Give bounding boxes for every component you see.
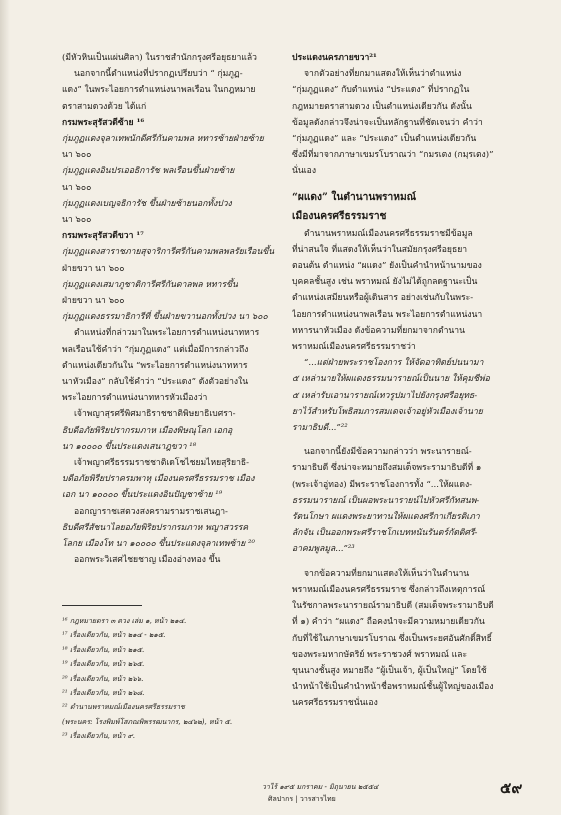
right-text-line: ของพระมหากษัตริย์ พระราชวงศ์ พราหมณ์ และ [292, 649, 468, 660]
right-text-line: กฎหมายตราสามดวง เป็นตำแหน่งเดียวกัน ดังนั้น [292, 101, 472, 112]
right-column [292, 50, 502, 712]
right-text-line: ในรัชกาลพระนารายณ์รามาธิบดี (สมเด็จพระรามาธิบดี [292, 601, 494, 612]
left-text-line: นา ๖๐๐ [62, 182, 92, 193]
page-number: ๕๙ [500, 779, 523, 797]
footnote: (พระนคร: โรงพิมพ์โสภณพิพรรฒนากร, ๒๔๖๒), หน้า ๕. [62, 717, 233, 726]
right-text-line: (พระเจ้าอู่ทอง) มีพระราชโองการทั้ง “...ให้ผแดง- [292, 479, 473, 490]
right-text-line: ธรรมนารายณ์ เป็นผอพระนารายน์ไปหัวศรีกัทสนพ- [292, 495, 480, 506]
right-text-line: พราหมณ์เมืองนครศรีธรรมราช ซึ่งกล่าวถึงเหตุการณ์ [292, 584, 486, 595]
right-text-line: ยาไว้สำหรับโพธิสมภารสมเดจเจ้าอยู่หัวเมืองเจ้านาย [292, 406, 483, 417]
left-text-line: แดง” ในพระไอยการตำแหน่งนาพลเรือน ในกฎหมาย [62, 85, 256, 96]
right-text-line: นั่นเอง [292, 166, 317, 177]
footnote: ²¹ เรื่องเดียวกัน, หน้า ๒๖๘. [62, 689, 145, 698]
left-text-line: เอก นา ๑๐๐๐๐ ขึ้นประแดงอินปัญชาซ้าย ¹⁹ [62, 490, 223, 501]
left-text-line: ธิบดีศรีสัชนาไลยอภัยพิริยปรากรมภาห พญาสวรรค [62, 522, 249, 533]
right-text-line: รามาธิบดี...”²² [292, 423, 348, 434]
left-text-line: นา ๑๐๐๐๐ ขึ้นประแดงเสนาฎขวา ¹⁸ [62, 441, 197, 452]
section-heading: เมืองนครศรีธรรมราช [292, 209, 387, 222]
right-text-line: จากข้อความที่ยกมาแสดงให้เห็นว่าในตำนาน [304, 568, 470, 579]
right-text-line: “...แต่ฝ่ายพระราชโองการ ให้จัดอาทิตย์ปนนามา [304, 358, 484, 369]
footnote: ²⁰ เรื่องเดียวกัน, หน้า ๒๖๖. [62, 674, 144, 683]
left-text-line: ตราสามดวงด้วย ได้แก่ [62, 101, 147, 112]
left-text-line: ออกพระวิเสศไชยชาญ เมืองอ่างทอง ขึ้น [74, 555, 221, 566]
left-column [62, 50, 280, 569]
right-text-line: ที่ ๑) คำว่า “ผแดง” ถือคงนำจะมีความหมายเดียวกัน [292, 617, 485, 628]
left-text-line: นาหัวเมือง” กลับใช้คำว่า “ประแดง” ดังตัวอย่างใน [62, 377, 249, 388]
right-text-line: รามาธิบดี ซึ่งน่าจะหมายถึงสมเด็จพระรามาธิบดีที่ ๑ [292, 463, 482, 474]
right-text-line: ซึ่งมีที่มาจากภาษาเขมรโบราณว่า “กมรเตง (กมฺรเตง)” [292, 150, 494, 161]
right-text-line: รัตนโกษา ผแดงพระยาทานให้ผแดงศรีกาเกียรติเภา [292, 512, 480, 523]
footnote: ¹⁸ เรื่องเดียวกัน, หน้า ๒๑๕. [62, 645, 145, 654]
left-text-line: ฝ่ายขวา นา ๖๐๐ [62, 263, 125, 274]
right-text-line: นำหน้าใช้เป็นคำนำหน้าชื่อพราหมณ์ชั้นผู้ใหญ่ของเมือง [292, 682, 494, 693]
right-text-line: บุคคลชั้นสูง เช่น พราหมณ์ ยังไม่ได้ถูกลดฐานะเป็น [292, 277, 478, 288]
right-text-line: จากตัวอย่างที่ยกมาแสดงให้เห็นว่าตำแหน่ง [304, 69, 462, 80]
paragraph-gap [292, 558, 502, 566]
page-footer [0, 779, 561, 812]
left-text-line: เจ้าพญาสุรศรีพิศมาธิราชชาติพิษยาธิเบศรา- [74, 409, 236, 420]
footnote-divider [62, 605, 142, 606]
footnotes [62, 614, 280, 744]
right-text-line: นครศรีธรรมราชนั่นเอง [292, 698, 378, 709]
left-text-line: ตำแหน่งเดียวกันใน “พระไอยการตำแหน่งนาทหาร [62, 360, 248, 371]
right-text-line: ทหารนาหัวเมือง ดังข้อความที่ยกมาจากตำนาน [292, 325, 465, 336]
right-text-line: ๕ เหล่านายให้ผแดงธรรมนารายณ์เป็นนาย ให้คุมชีพ่อ [292, 374, 490, 385]
left-text-line: นอกจากนี้ตำแหน่งที่ปรากฏเปรียบว่า “ กุ่มภูฏ- [74, 69, 243, 80]
issue-info: วาไร้ ๑๙๕ มกราคม - มิถุนายน ๒๕๕๔ [262, 783, 379, 791]
right-text-line: ๕ เหล่ารับเอานารายณ์เทวรูปมาไปยังกรุงศรีอยุทธ- [292, 390, 478, 401]
left-text-line: กุ่มภูฏแดงจุลาเทพนักดีศรีกันคามพล หทารซ้ายฝ่ายซ้าย [62, 134, 264, 145]
left-text-line: กุ่มภูฏแดงเสมาภูชาติการีศรีกันดาลพล หทารขึ้น [62, 279, 238, 290]
left-text-line: กุ่มภูฏแดงเบญจธิการัช ขึ้นฝ่ายซ้ายนอกทั้งปวง [62, 198, 232, 209]
right-text-line: ตำแหน่งเสมียนหรือผู้เดินสาร อย่างเช่นกับในพระ- [292, 293, 474, 304]
left-text-line: พลเรือนใช้คำว่า “กุ่มภูฏแดง” แต่เมื่อมีการกล่าวถึง [62, 344, 249, 355]
left-text-line: ธิบดีอภัยพิริยปรากรมภาห เมืองพิษณุโลก เอกอุ [62, 425, 233, 436]
footnote: ¹⁹ เรื่องเดียวกัน, หน้า ๒๖๕. [62, 660, 145, 669]
right-text-line: นอกจากนี้ยังมีข้อความกล่าวว่า พระนารายณ์- [304, 447, 472, 458]
right-text-line: อาคมพูลมูล...”²³ [292, 544, 355, 555]
left-text-line: ตำแหน่งที่กล่าวมาในพระไอยการตำแหน่งนาทหาร [74, 328, 260, 339]
left-text-line: (มีหัวหินเป็นแผ่นศิลา) ในราชสำนักกรุงศรีอยุธยาแล้ว [62, 53, 257, 63]
left-text-line: กุ่มภูฏแดงธรรมาธิการีที่ ขึ้นฝ่ายขวานอกทั้งปวง นา ๖๐๐ [62, 312, 268, 323]
publication-brand: ศิลปากร | วารสารไทย [268, 795, 336, 803]
left-text-line: นา ๖๐๐ [62, 215, 92, 226]
right-text-line: ลักจัน เป็นออกพระศรีราชโกเบทหนันรันตร์กัตติศรี- [292, 528, 478, 539]
left-text-line: กุ่มภูฏแดงสาราชภายสุจาริการีศรีกันคามพลพลรัยเรือนขึ้น [62, 247, 275, 258]
right-text-line: ไอยการตำแหน่งนาพลเรือน พระไอยการตำแหน่งนา [292, 309, 483, 320]
right-text-line: ขุนนางชั้นสูง หมายถึง “ผู้เป็นเจ้า, ผู้เป็นใหญ่” โดยใช้ [292, 665, 487, 676]
right-text-line: กับที่ใช้ในภาษาเขมรโบราณ ซึ่งเป็นพระยศอันศักดิ์สิทธิ์ [292, 633, 492, 644]
left-text-line: กรมพระสุรัสวดีซ้าย ¹⁶ [62, 117, 145, 128]
footnote: ¹⁶ กฎหมายตรา ๓ ดวง เล่ม ๑, หน้า ๒๑๔. [62, 617, 187, 625]
left-text-line: เจ้าพญาศรีธรรมราชชาติเดโชไชยมไหยสุริยาธิ- [74, 458, 250, 469]
left-text-line: โลกย เมืองโท นา ๑๐๐๐๐ ขึ้นประแดงจุลาเทพซ้าย ²⁰ [62, 539, 255, 550]
left-text-line: ฝ่ายขวา นา ๖๐๐ [62, 296, 125, 307]
left-text-line: พระไอยการตำแหน่งนาทหารหัวเมืองว่า [62, 393, 208, 404]
left-text-line: บดีอภัยพิรียปราครมพาหุ เมืองนครศรีธรรมราช เมือง [62, 474, 255, 485]
left-text-line: กุ่มภูฏแดงอินปรเออธิการัช พลเรือนขึ้นฝ่ายซ้าย [62, 166, 235, 177]
right-text-line: ข้อมูลดังกล่าวจึงน่าจะเป็นหลักฐานที่ชัดเจนว่า คำว่า [292, 117, 483, 128]
paragraph-gap [292, 180, 502, 188]
scan-shadow [0, 0, 10, 815]
left-text-line: กรมพระสุรัสวดีขวา ¹⁷ [62, 231, 144, 242]
right-text-line: ประแดงนครภายขวา²¹ [292, 53, 377, 63]
left-text-line: ออกญาราชเสตวงสงครามรามราชเสนฎา- [74, 506, 228, 517]
right-text-line: พราหมณ์เมืองนครศรีธรรมราชว่า [292, 342, 416, 353]
right-text-line: ตอนต้น ตำแหน่ง “ผแดง” ยังเป็นคำนำหน้านามของ [292, 261, 482, 272]
right-text-line: ตำนานพราหมณ์เมืองนครศรีธรรมราชมีข้อมูล [304, 228, 473, 239]
right-text-line: “กุ่มภูฏแดง” กับตำแหน่ง “ประแดง” ที่ปรากฏใน [292, 85, 470, 96]
footnote: ¹⁷ เรื่องเดียวกัน, หน้า ๒๑๔ - ๒๑๕. [62, 631, 166, 640]
paragraph-gap [292, 436, 502, 444]
right-text-line: ที่น่าสนใจ ที่แสดงให้เห็นว่าในสมัยกรุงศรีอยุธยา [292, 244, 468, 255]
footnote: ²² ตำนานพราหมณ์เมืองนครศรีธรรมราช [62, 703, 185, 712]
right-text-line: “กุ่มภูฏแดง” และ “ประแดง” เป็นตำแหน่งเดียวกัน [292, 134, 477, 145]
section-heading: “ผแดง” ในตำนานพราหมณ์ [292, 190, 417, 203]
left-text-line: นา ๖๐๐ [62, 150, 92, 161]
footnote: ²³ เรื่องเดียวกัน, หน้า ๙. [62, 732, 135, 741]
